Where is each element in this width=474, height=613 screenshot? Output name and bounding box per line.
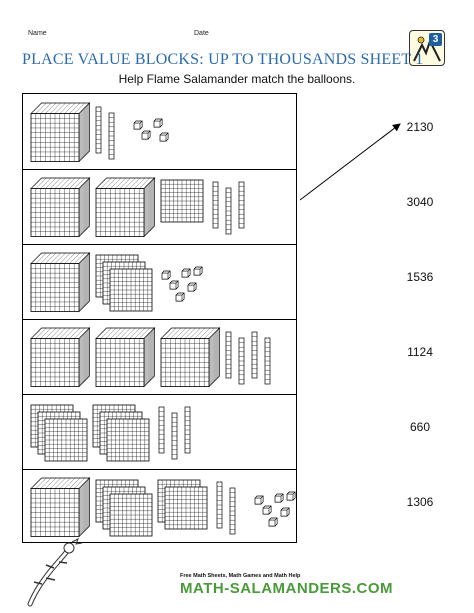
instructions: Help Flame Salamander match the balloons. bbox=[118, 72, 356, 86]
answer-number[interactable]: 2130 bbox=[406, 120, 434, 134]
date-label: Date bbox=[194, 30, 209, 37]
answer-number[interactable]: 1306 bbox=[406, 495, 434, 509]
salamander-icon bbox=[22, 538, 92, 610]
grade-number: 3 bbox=[429, 33, 442, 46]
answer-number[interactable]: 660 bbox=[409, 420, 431, 434]
page-title: PLACE VALUE BLOCKS: UP TO THOUSANDS SHEET 1 bbox=[22, 51, 424, 68]
footer-tagline: Free Math Sheets, Math Games and Math Help bbox=[180, 573, 301, 579]
answer-number[interactable]: 3040 bbox=[406, 195, 434, 209]
name-label: Name bbox=[28, 30, 47, 37]
footer-brand: MATH-SALAMANDERS.COM bbox=[180, 580, 394, 597]
answer-number[interactable]: 1124 bbox=[407, 345, 433, 359]
answer-number[interactable]: 1536 bbox=[406, 270, 434, 284]
match-arrow bbox=[300, 124, 400, 200]
